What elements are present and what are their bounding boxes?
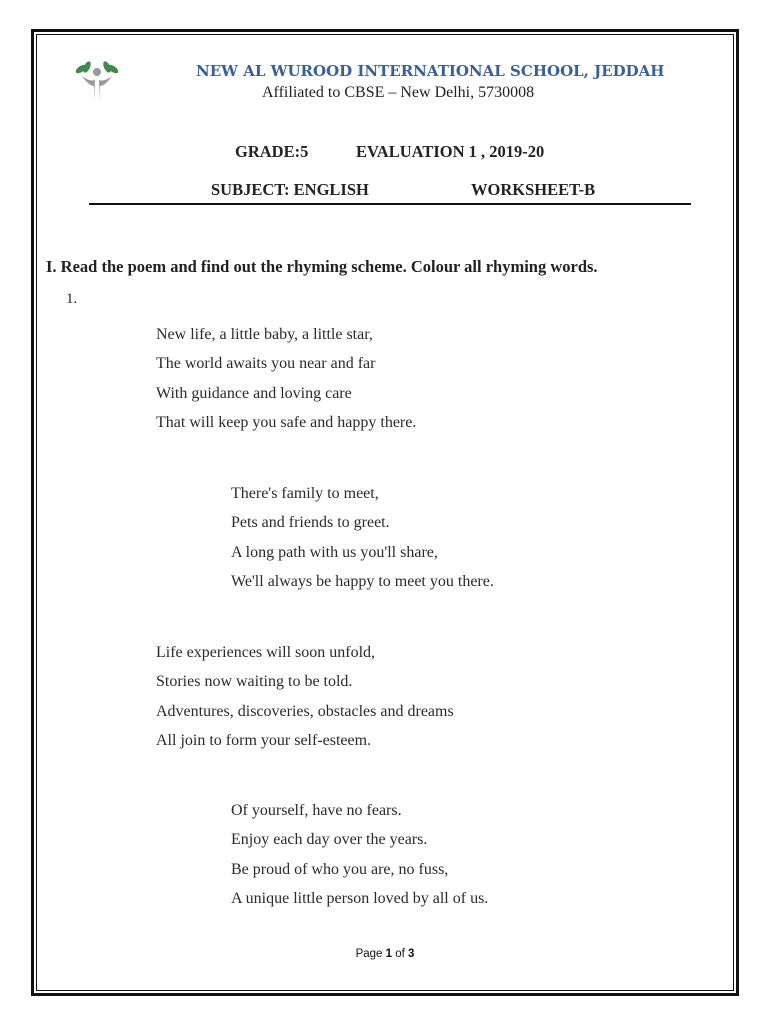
grade-label: GRADE:5	[235, 142, 309, 161]
poem-line: That will keep you safe and happy there.	[156, 413, 417, 431]
poem-line: New life, a little baby, a little star,	[156, 326, 373, 343]
poem-stanza	[231, 796, 488, 913]
current-page-number: 1	[385, 948, 393, 960]
poem-line: There's family to meet,	[231, 485, 379, 502]
subject-label: SUBJECT: ENGLISH	[211, 180, 369, 199]
poem-line: Of yourself, have no fears.	[231, 802, 402, 819]
poem-line: We'll always be happy to meet you there.	[231, 572, 494, 590]
header-divider	[89, 203, 691, 205]
affiliation-text: Affiliated to CBSE – New Delhi, 5730008	[262, 84, 535, 101]
poem-stanza	[156, 320, 416, 437]
tree-person-logo-icon	[72, 58, 122, 106]
page-word: Page	[355, 948, 383, 960]
poem-line: Enjoy each day over the years.	[231, 831, 428, 849]
worksheet-label: WORKSHEET-B	[471, 180, 596, 199]
evaluation-label: EVALUATION 1 , 2019-20	[356, 142, 545, 161]
of-word: of	[395, 948, 405, 960]
poem-line: Adventures, discoveries, obstacles and dreams	[156, 702, 454, 720]
question-instruction: I. Read the poem and find out the rhyming scheme. Colour all rhyming words.	[46, 257, 598, 276]
poem-line: With guidance and loving care	[156, 384, 352, 402]
poem-line: Be proud of who you are, no fuss,	[231, 860, 449, 878]
poem-stanza	[156, 638, 454, 755]
poem-line: Stories now waiting to be told.	[156, 673, 353, 691]
poem-line: The world awaits you near and far	[156, 355, 376, 373]
question-number: 1.	[66, 291, 78, 307]
total-pages-number: 3	[408, 948, 415, 960]
poem-line: Life experiences will soon unfold,	[156, 644, 376, 661]
poem-line: Pets and friends to greet.	[231, 514, 390, 532]
poem-line: A unique little person loved by all of us.	[231, 889, 489, 907]
poem-stanza	[231, 479, 494, 596]
poem-line: All join to form your self-esteem.	[156, 731, 372, 749]
school-name: NEW AL WUROOD INTERNATIONAL SCHOOL, JEDDAH	[196, 62, 665, 80]
poem-line: A long path with us you'll share,	[231, 543, 438, 561]
page-footer	[0, 948, 770, 960]
